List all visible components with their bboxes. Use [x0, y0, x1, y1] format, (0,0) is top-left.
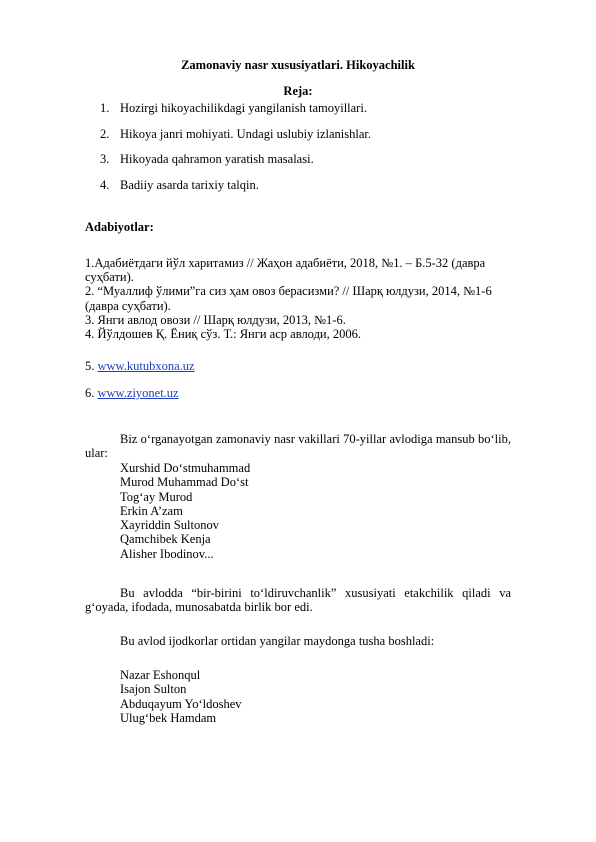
list-item: Ulug‘bek Hamdam: [120, 710, 217, 725]
plan-item: 1. Hozirgi hikoyachilikdagi yangilanish tamoyillari.: [100, 101, 367, 115]
list-item: Xayriddin Sultonov: [120, 518, 219, 533]
plan-list: [100, 101, 371, 203]
plan-item: 2. Hikoya janri mohiyati. Undagi uslubiy izlanishlar.: [100, 126, 372, 141]
list-item: Xurshid Do‘stmuhammad: [120, 461, 251, 475]
reference-list: [85, 256, 515, 341]
ziyonet-link[interactable]: www.ziyonet.uz: [97, 386, 179, 400]
list-item: Alisher Ibodinov...: [120, 546, 214, 561]
reference-web-item: 5. www.kutubxona.uz: [85, 359, 195, 373]
document-title: Zamonaviy nasr xususiyatlari. Hikoyachilik: [181, 58, 415, 72]
reference-item: 2. “Муаллиф ўлими”га сиз ҳам овоз берасизми? // Шарқ юлдузи, 2014, №1-6 (давра суҳбати).: [85, 284, 492, 313]
reference-item: 1.Адабиётдаги йўл харитамиз // Жаҳон адабиёти, 2018, №1. – Б.5-32 (давра суҳбати).: [85, 256, 486, 285]
writer-list: [120, 461, 250, 561]
paragraph: Bu avlod ijodkorlar ortidan yangilar maydonga tusha boshladi:: [120, 634, 435, 648]
plan-heading: Reja:: [283, 84, 313, 98]
reference-item: 4. Йўлдошев Қ. Ёниқ сўз. Т.: Янги аср авлоди, 2006.: [85, 327, 361, 342]
reference-item: 3. Янги авлод овози // Шарқ юлдузи, 2013, №1-6.: [85, 312, 346, 327]
literature-heading: Adabiyotlar:: [85, 220, 154, 234]
kutubxona-link[interactable]: www.kutubxona.uz: [97, 359, 195, 373]
paragraph: Biz o‘rganayotgan zamonaviy nasr vakillari 70-yillar avlodiga mansub bo‘lib, ular:: [85, 432, 511, 461]
list-item: Erkin A’zam: [120, 503, 183, 518]
reference-web-item: 6. www.ziyonet.uz: [85, 386, 179, 400]
paragraph: Bu avlodda “bir-birini to‘ldiruvchanlik” xususiyati etakchilik qiladi va g‘oyada, ifodada, munosabatda birlik bor edi.: [85, 586, 511, 615]
list-item: Qamchibek Kenja: [120, 532, 211, 547]
plan-item: 4. Badiiy asarda tarixiy talqin.: [100, 177, 259, 192]
writer-list: [120, 668, 242, 725]
list-item: Nazar Eshonqul: [120, 668, 201, 682]
list-item: Isajon Sulton: [120, 682, 187, 697]
list-item: Tog‘ay Murod: [120, 489, 193, 504]
list-item: Abduqayum Yo‘ldoshev: [120, 696, 242, 711]
list-item: Murod Muhammad Do‘st: [120, 475, 249, 490]
plan-item: 3. Hikoyada qahramon yaratish masalasi.: [100, 152, 314, 166]
